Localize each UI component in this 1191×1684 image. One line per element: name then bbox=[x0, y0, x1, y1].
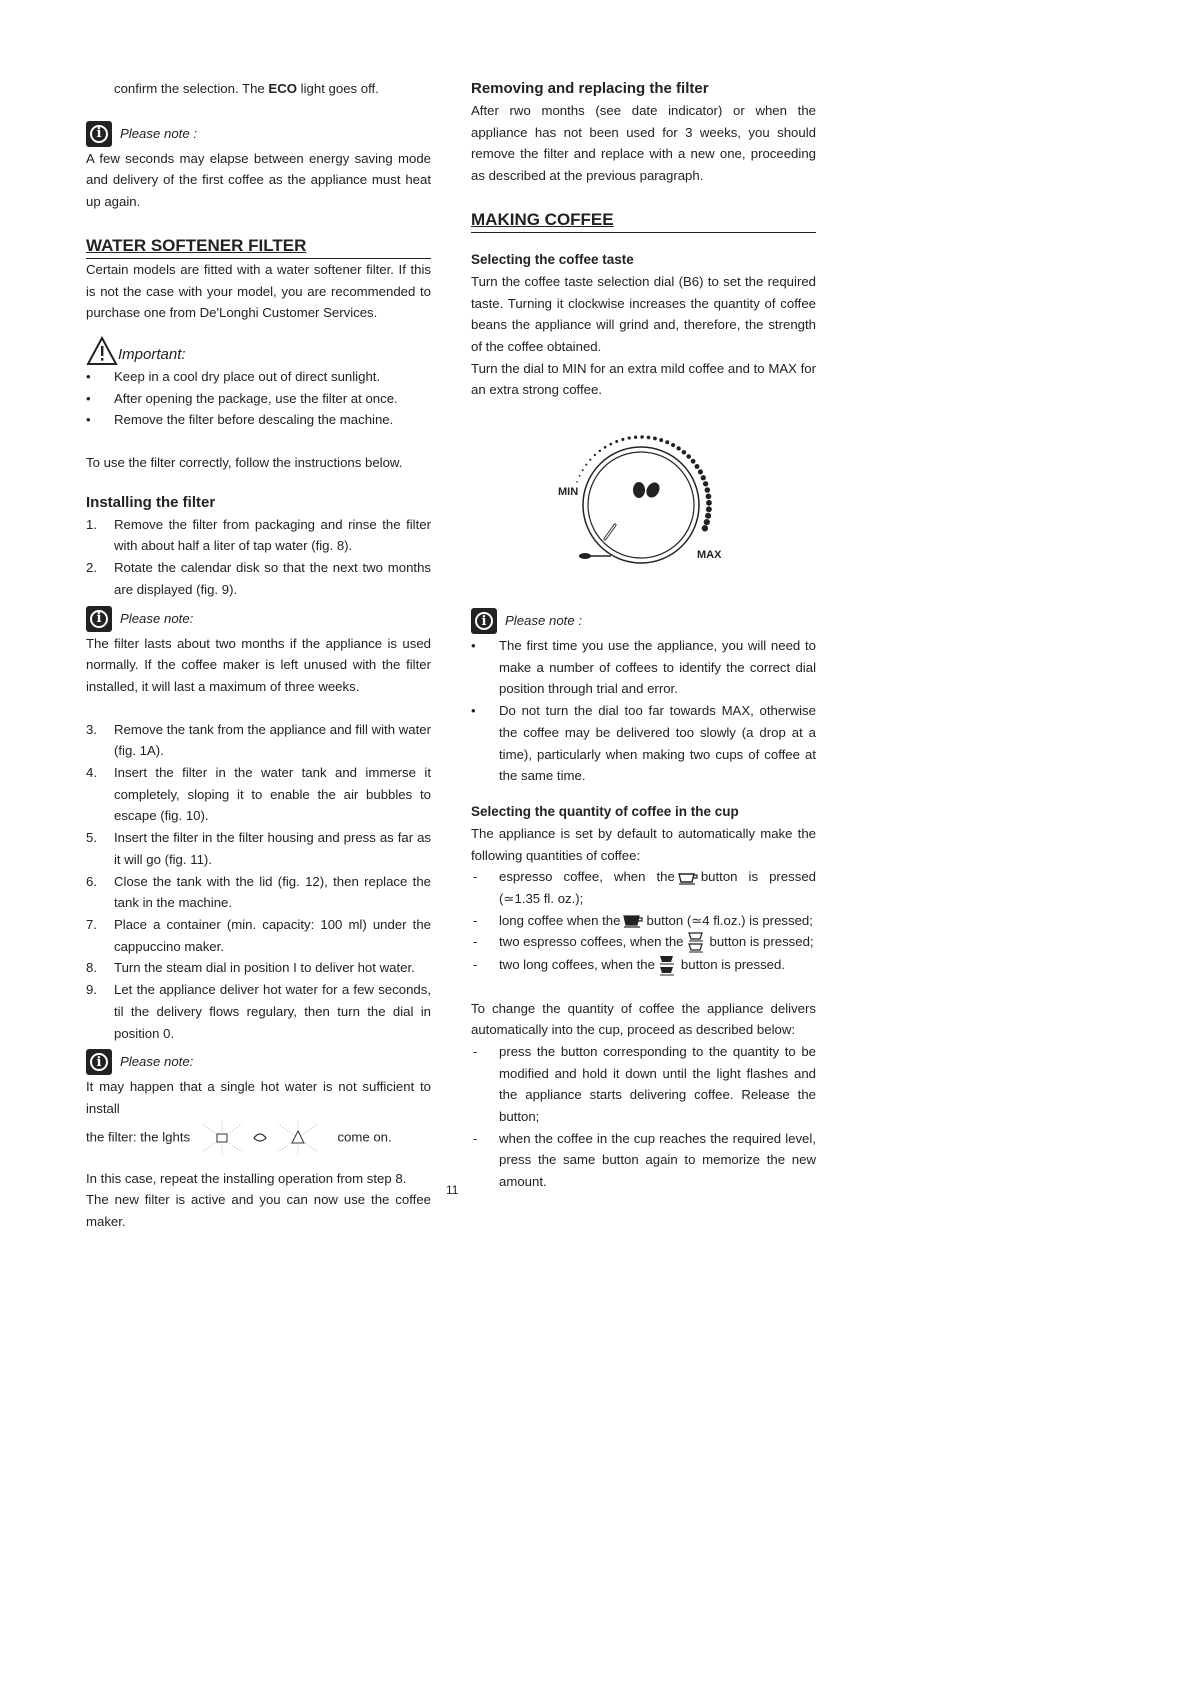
dial-dot bbox=[640, 435, 643, 438]
coffee-bean-icon bbox=[633, 482, 645, 498]
note-text: It may happen that a single hot water is not sufficient to install bbox=[86, 1079, 431, 1116]
intro-pre: confirm the selection. The bbox=[114, 81, 269, 96]
list-item: • After opening the package, use the filter at once. bbox=[86, 388, 431, 410]
dial-dot bbox=[665, 440, 669, 444]
intro-line bbox=[86, 78, 431, 100]
dial-dot bbox=[705, 487, 711, 493]
dial-min-label: MIN bbox=[558, 486, 579, 499]
steps-list-a bbox=[86, 514, 431, 601]
dial-dot bbox=[704, 519, 710, 525]
list-item: 9. Let the appliance deliver hot water for a few seconds, til the delivery flows regulary, then turn the dial in position 0. bbox=[86, 982, 431, 1041]
list-item: 3. Remove the tank from the appliance and fill with water (fig. 1A). bbox=[86, 721, 431, 759]
dial-dot bbox=[589, 459, 591, 461]
dial-dot bbox=[594, 454, 596, 456]
dial-max-label: MAX bbox=[697, 549, 722, 562]
list-item: - long coffee when the button (≃4 fl.oz.) is pressed; bbox=[471, 910, 816, 932]
list-item: 2. Rotate the calendar disk so that the next two months are displayed (fig. 9). bbox=[86, 560, 431, 597]
note-label: Please note: bbox=[120, 1054, 194, 1070]
instructions-text: To use the filter correctly, follow the instructions below. bbox=[86, 455, 403, 471]
info-icon: i bbox=[471, 608, 497, 634]
dial-dot bbox=[582, 469, 584, 471]
warning-icon bbox=[86, 336, 118, 366]
note-header bbox=[471, 607, 816, 635]
list-item: - press the button corresponding to the quantity to be modified and hold it down until the light flashes and the appliance starts delivering coffee. Release the button; bbox=[471, 1041, 816, 1128]
dial-dot bbox=[706, 506, 712, 512]
change-text: To change the quantity of coffee the appliance delivers automatically into the cup, proceed as described below: bbox=[471, 1000, 816, 1038]
note-header bbox=[86, 120, 431, 148]
softener-text: Certain models are fitted with a water softener filter. If this is not the case with your model, you are recommended to purchase one from De'Longhi Customer Services. bbox=[86, 261, 431, 321]
list-item: - two espresso coffees, when the button is pressed; bbox=[471, 931, 816, 954]
dial-dot bbox=[706, 494, 712, 500]
dial-dot bbox=[599, 450, 601, 452]
dial-dot bbox=[647, 436, 651, 440]
section-title-water-softener: WATER SOFTENER FILTER bbox=[86, 235, 431, 259]
list-item: 8. Turn the steam dial in position I to deliver hot water. bbox=[86, 960, 415, 976]
lights-pre: the filter: the lghts bbox=[86, 1129, 191, 1145]
info-icon: i bbox=[86, 1049, 112, 1075]
info-icon: i bbox=[86, 121, 112, 147]
quantity-text: The appliance is set by default to automatically make the following quantities of coffee: bbox=[471, 825, 816, 863]
lights-post: come on. bbox=[337, 1129, 392, 1145]
dial-dot bbox=[701, 475, 706, 480]
list-item: - two long coffees, when the button is pressed. bbox=[471, 954, 816, 977]
note-label: Please note: bbox=[120, 610, 194, 626]
info-icon: i bbox=[86, 606, 112, 632]
important-header bbox=[86, 332, 431, 366]
dial-dot bbox=[585, 464, 587, 466]
dial-dot bbox=[653, 437, 657, 441]
note-text: A few seconds may elapse between energy saving mode and delivery of the first coffee as the appliance must heat up again. bbox=[86, 150, 431, 210]
list-item: 4. Insert the filter in the water tank and immerse it completely, sloping it to enable the air bubbles to escape (fig. 10). bbox=[86, 765, 431, 824]
important-list bbox=[86, 366, 431, 431]
installing-title: Installing the filter bbox=[86, 493, 216, 511]
note-header bbox=[86, 605, 431, 633]
list-item: • Do not turn the dial too far towards MAX, otherwise the coffee may be delivered too slowly (a drop at a time), particularly when making two cups of coffee at the same time. bbox=[471, 700, 816, 787]
dial-dot bbox=[604, 446, 607, 449]
note-label: Please note : bbox=[505, 613, 582, 629]
two-espresso-cups-icon bbox=[687, 932, 707, 954]
dial-dot bbox=[706, 500, 712, 506]
right-column bbox=[471, 78, 816, 1193]
espresso-cup-icon bbox=[678, 871, 698, 885]
list-item: - espresso coffee, when the button is pressed (≃1.35 fl. oz.); bbox=[471, 866, 816, 909]
dial-dot bbox=[703, 481, 708, 486]
change-list bbox=[471, 1041, 816, 1193]
two-long-coffees-icon bbox=[658, 955, 678, 977]
list-item: - when the coffee in the cup reaches the required level, press the same button again to memorize the new amount. bbox=[471, 1128, 816, 1193]
dial-dot bbox=[621, 438, 624, 441]
removing-text: After rwo months (see date indicator) or when the appliance has not been used for 3 weeks, you should remove the filter and replace with a new one, proceeding as described at the previous paragraph. bbox=[471, 103, 816, 184]
section-title-making-coffee: MAKING COFFEE bbox=[471, 209, 816, 233]
dial-dot bbox=[615, 440, 618, 443]
quantity-title: Selecting the quantity of coffee in the cup bbox=[471, 803, 739, 819]
indicator-lights-icon bbox=[194, 1120, 334, 1156]
dial-dot bbox=[702, 525, 708, 531]
dial-dot bbox=[634, 436, 637, 439]
list-item: • Remove the filter before descaling the machine. bbox=[86, 409, 431, 431]
dial-illustration bbox=[471, 415, 816, 585]
taste-text-2: Turn the dial to MIN for an extra mild coffee and to MAX for an extra strong coffee. bbox=[471, 360, 816, 398]
taste-text: Turn the coffee taste selection dial (B6) to set the required taste. Turning it clockwise increases the quantity of coffee beans the appliance will grind and, therefore, the strength of the coffee obtained. bbox=[471, 273, 816, 354]
dial-dot bbox=[671, 443, 675, 447]
dial-dot bbox=[682, 450, 687, 455]
long-coffee-cup-icon bbox=[623, 914, 643, 928]
dial-dot bbox=[676, 446, 680, 450]
coffee-taste-dial bbox=[471, 415, 816, 585]
list-item: • Keep in a cool dry place out of direct sunlight. bbox=[86, 366, 431, 388]
list-item: 7. Place a container (min. capacity: 100 ml) under the cappuccino maker. bbox=[86, 916, 431, 954]
list-item: 1. Remove the filter from packaging and rinse the filter with about half a liter of tap water (fig. 8). bbox=[86, 516, 431, 554]
lights-line bbox=[86, 1120, 431, 1156]
left-column bbox=[86, 78, 431, 1233]
page-number: 11 bbox=[446, 1183, 459, 1197]
note-list bbox=[471, 635, 816, 787]
eco-label: ECO bbox=[268, 81, 297, 96]
dial-dot bbox=[695, 464, 700, 469]
important-label: Important: bbox=[118, 346, 186, 364]
dial-dot bbox=[698, 469, 703, 474]
note-text: The filter lasts about two months if the appliance is used normally. If the coffee maker is left unused with the filter installed, it will last a maximum of three weeks. bbox=[86, 635, 431, 694]
dial-dot bbox=[705, 513, 711, 519]
intro-post: light goes off. bbox=[297, 81, 379, 96]
dial-dot bbox=[659, 438, 663, 442]
repeat-text: In this case, repeat the installing operation from step 8. bbox=[86, 1170, 407, 1186]
removing-title: Removing and replacing the filter bbox=[471, 80, 709, 97]
dial-dot bbox=[628, 436, 631, 439]
active-text: The new filter is active and you can now use the coffee maker. bbox=[86, 1192, 431, 1230]
quantity-list bbox=[471, 866, 816, 976]
list-item: 6. Close the tank with the lid (fig. 12), then replace the tank in the machine. bbox=[86, 873, 431, 911]
dial-dot bbox=[691, 459, 696, 464]
note-label: Please note : bbox=[120, 125, 197, 141]
list-item: • The first time you use the appliance, you will need to make a number of coffees to identify the correct dial position through trial and error. bbox=[471, 635, 816, 700]
dial-dot bbox=[609, 443, 612, 446]
steps-list-b bbox=[86, 719, 431, 1045]
list-item: 5. Insert the filter in the filter housing and press as far as it will go (fig. 11). bbox=[86, 830, 431, 867]
dial-dot bbox=[579, 475, 581, 477]
dial-dot bbox=[686, 454, 691, 459]
note-header bbox=[86, 1048, 431, 1076]
taste-title: Selecting the coffee taste bbox=[471, 251, 634, 267]
